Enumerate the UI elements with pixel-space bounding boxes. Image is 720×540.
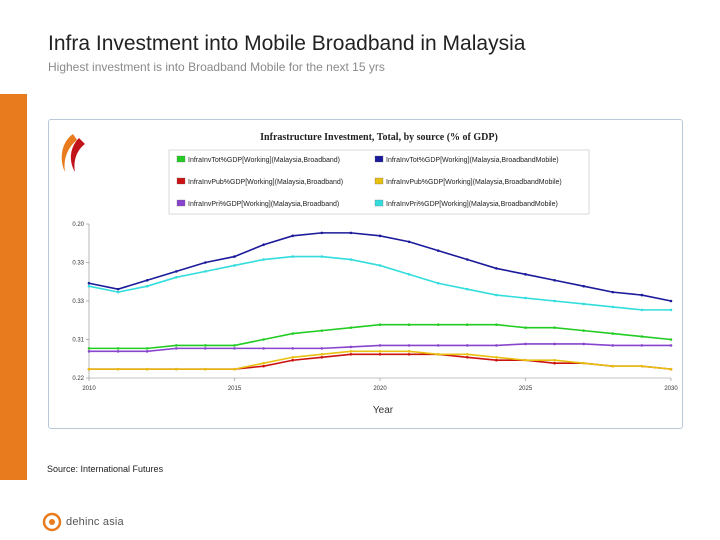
data-point — [117, 291, 120, 294]
data-point — [379, 323, 382, 326]
data-point — [321, 347, 324, 350]
chart-logo-icon — [62, 134, 85, 172]
data-point — [379, 350, 382, 353]
data-point — [437, 344, 440, 347]
data-point — [146, 347, 149, 350]
y-tick-label: 0.22 — [72, 376, 84, 382]
data-point — [524, 359, 527, 362]
data-point — [146, 368, 149, 371]
data-point — [204, 261, 207, 264]
data-point — [233, 344, 236, 347]
x-axis — [82, 378, 678, 392]
data-point — [291, 235, 294, 238]
data-point — [233, 264, 236, 267]
chart-title: Infrastructure Investment, Total, by source (% of GDP) — [260, 132, 498, 143]
data-point — [553, 362, 556, 365]
series-line — [88, 232, 673, 303]
data-point — [262, 362, 265, 365]
data-point — [582, 362, 585, 365]
data-point — [262, 347, 265, 350]
legend-swatch — [375, 156, 383, 162]
data-point — [291, 359, 294, 362]
data-point — [495, 294, 498, 297]
legend-label: InfraInvPub%GDP[Working](Malaysia,BroadbandMobile) — [386, 179, 562, 186]
data-point — [670, 309, 673, 312]
data-point — [379, 235, 382, 238]
data-point — [670, 300, 673, 303]
data-point — [495, 344, 498, 347]
y-axis — [72, 222, 89, 382]
data-point — [408, 344, 411, 347]
data-point — [612, 291, 615, 294]
data-point — [408, 273, 411, 276]
data-point — [582, 329, 585, 332]
data-point — [379, 353, 382, 356]
data-point — [524, 273, 527, 276]
x-tick-label: 2020 — [373, 386, 387, 392]
data-point — [175, 347, 178, 350]
data-point — [408, 350, 411, 353]
y-tick-label: 0.20 — [72, 222, 84, 228]
data-point — [88, 350, 91, 353]
data-point — [175, 270, 178, 273]
legend-item — [177, 156, 340, 164]
data-point — [262, 365, 265, 368]
data-point — [88, 347, 91, 350]
data-point — [204, 344, 207, 347]
data-point — [641, 365, 644, 368]
legend-label: InfraInvTot%GDP[Working](Malaysia,BroadbandMobile) — [386, 157, 559, 164]
data-point — [641, 335, 644, 338]
data-point — [612, 344, 615, 347]
legend-label: InfraInvPri%GDP[Working](Malaysia,BroadbandMobile) — [386, 201, 558, 208]
data-point — [408, 353, 411, 356]
data-point — [88, 368, 91, 371]
data-point — [88, 282, 91, 285]
data-point — [379, 344, 382, 347]
data-point — [350, 353, 353, 356]
x-tick-label: 2015 — [227, 386, 242, 392]
data-point — [291, 255, 294, 258]
x-tick-label: 2025 — [518, 386, 533, 392]
data-point — [524, 326, 527, 329]
data-point — [117, 350, 120, 353]
data-point — [553, 300, 556, 303]
data-point — [641, 294, 644, 297]
data-point — [553, 343, 556, 346]
series-line — [88, 353, 673, 370]
data-point — [582, 343, 585, 346]
data-point — [670, 368, 673, 371]
y-tick-label: 0.31 — [72, 337, 84, 344]
data-point — [437, 249, 440, 252]
legend-item — [375, 156, 559, 164]
data-point — [204, 368, 207, 371]
legend-label: InfraInvTot%GDP[Working](Malaysia,Broadband) — [188, 157, 340, 164]
legend-label: InfraInvPub%GDP[Working](Malaysia,Broadband) — [188, 179, 344, 186]
legend-item — [375, 200, 558, 208]
data-point — [233, 368, 236, 371]
data-point — [495, 356, 498, 359]
data-point — [437, 282, 440, 285]
data-point — [233, 347, 236, 350]
data-point — [466, 344, 469, 347]
data-point — [495, 359, 498, 362]
data-point — [670, 344, 673, 347]
data-point — [204, 270, 207, 273]
y-tick-label: 0.33 — [72, 299, 84, 305]
legend-item — [177, 200, 339, 208]
data-point — [117, 368, 120, 371]
data-point — [146, 285, 149, 288]
data-point — [321, 329, 324, 332]
data-point — [321, 255, 324, 258]
data-point — [670, 338, 673, 341]
legend-swatch — [375, 200, 383, 206]
data-point — [524, 343, 527, 346]
data-point — [88, 285, 91, 288]
legend-swatch — [177, 200, 185, 206]
data-point — [466, 353, 469, 356]
legend-swatch — [177, 156, 185, 162]
legend-swatch — [177, 178, 185, 184]
data-point — [175, 276, 178, 279]
legend-item — [375, 178, 562, 186]
data-point — [437, 353, 440, 356]
data-point — [291, 347, 294, 350]
legend-label: InfraInvPri%GDP[Working](Malaysia,Broadband) — [188, 201, 340, 208]
data-point — [466, 323, 469, 326]
data-point — [350, 326, 353, 329]
legend-swatch — [375, 178, 383, 184]
data-point — [495, 267, 498, 270]
data-point — [641, 309, 644, 312]
legend-item — [177, 178, 343, 186]
line-chart — [49, 120, 682, 428]
data-point — [233, 255, 236, 258]
data-point — [262, 243, 265, 246]
data-point — [553, 326, 556, 329]
x-axis-label: Year — [372, 405, 394, 416]
data-point — [612, 306, 615, 309]
data-point — [582, 285, 585, 288]
data-point — [350, 350, 353, 353]
accent-side-bar — [0, 94, 27, 480]
data-point — [117, 347, 120, 350]
data-point — [641, 344, 644, 347]
chart-panel — [48, 119, 683, 429]
data-point — [524, 297, 527, 300]
data-point — [262, 258, 265, 261]
data-point — [117, 288, 120, 291]
data-point — [553, 279, 556, 282]
slide-subtitle: Highest investment is into Broadband Mobile for the next 15 yrs — [48, 60, 385, 74]
data-point — [553, 359, 556, 362]
data-point — [291, 332, 294, 335]
data-point — [350, 258, 353, 261]
data-point — [350, 232, 353, 235]
data-point — [612, 332, 615, 335]
data-point — [350, 346, 353, 349]
data-point — [175, 368, 178, 371]
y-tick-label: 0.33 — [72, 260, 84, 267]
slide-title: Infra Investment into Mobile Broadband in Malaysia — [48, 32, 526, 55]
data-point — [146, 350, 149, 353]
data-point — [146, 279, 149, 282]
data-point — [175, 344, 178, 347]
data-point — [262, 338, 265, 341]
data-point — [408, 323, 411, 326]
data-point — [408, 240, 411, 243]
x-tick-label: 2030 — [664, 386, 678, 392]
brand-logo-icon — [42, 512, 62, 532]
series-line — [88, 255, 673, 311]
footer-brand-text: dehinc asia — [66, 516, 124, 528]
data-point — [321, 232, 324, 235]
data-point — [437, 323, 440, 326]
data-point — [321, 356, 324, 359]
series-path — [89, 233, 671, 301]
data-point — [495, 323, 498, 326]
data-point — [291, 356, 294, 359]
x-tick-label: 2010 — [82, 386, 96, 392]
data-point — [321, 353, 324, 356]
data-point — [466, 288, 469, 291]
data-point — [466, 258, 469, 261]
data-point — [204, 347, 207, 350]
data-point — [612, 365, 615, 368]
footer-logo — [42, 512, 124, 532]
data-point — [466, 356, 469, 359]
data-point — [582, 303, 585, 306]
series-path — [89, 354, 671, 369]
source-note: Source: International Futures — [47, 464, 164, 474]
data-point — [379, 264, 382, 267]
